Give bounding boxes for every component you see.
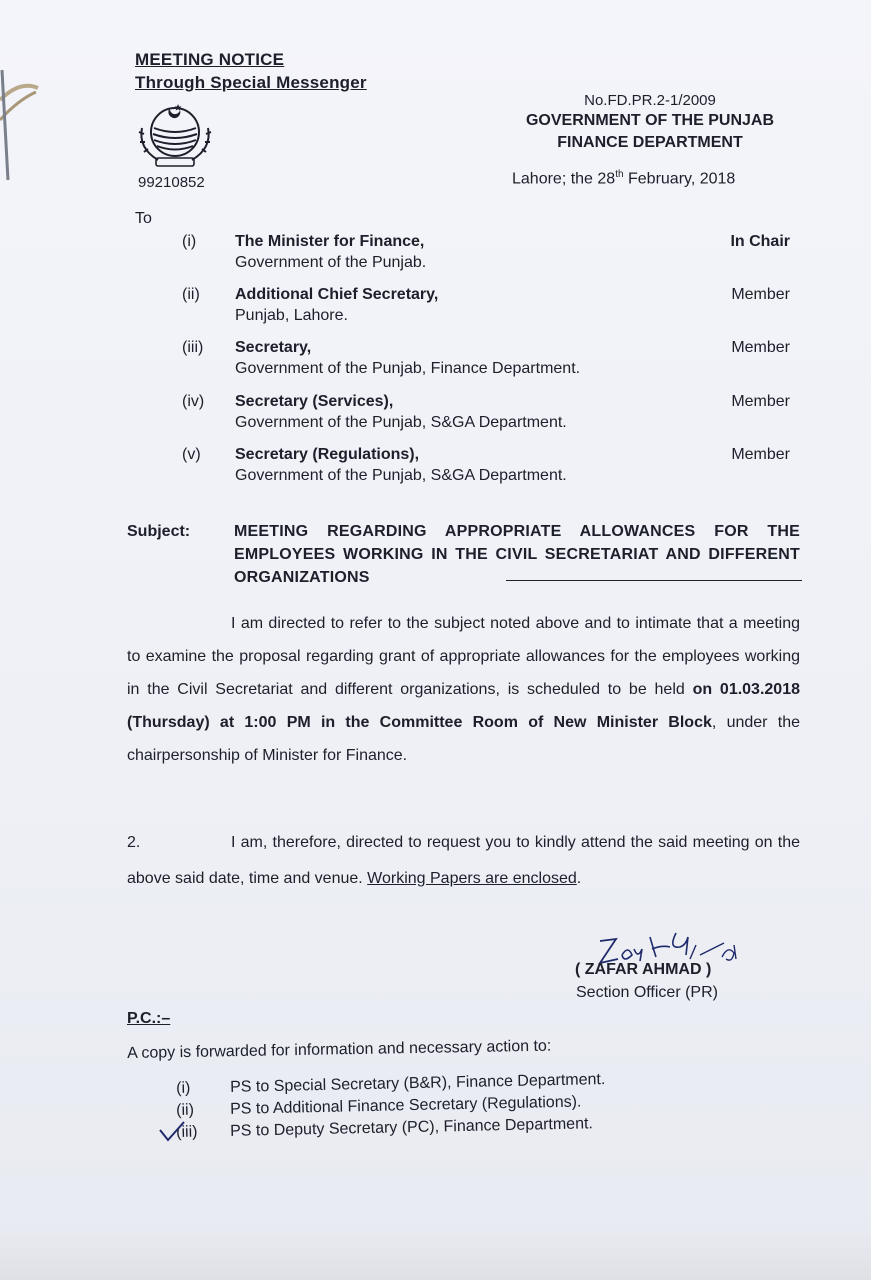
subject-text: MEETING REGARDING APPROPRIATE ALLOWANCES FOR THE EMPLOYEES WORKING IN THE CIVIL SECRETARIAT AND DIFFERENT ORGANIZATIONS: [234, 523, 800, 586]
reference-number: No.FD.PR.2-1/2009: [584, 92, 716, 109]
document-page: MEETING NOTICE Through Special Messenger 99210852 No.FD.PR.2-1/2009 GOVERNMENT OF THE PUNJAB FINANCE DEPARTMENT Lahore; the 28th February, 2018 To (i) The Minister for Finance, Government of the Punjab. In Chair (ii) Additional Chief Secretary, Punjab, Lahore. Member (iii) Secretary, Government of the Punjab, Finance Department. Member (iv) Secretary (Services), Government of the Punjab, S&GA Department. Member (v) Secretary (Regulations), Government of the Punjab, S&GA Department. Member Subject: MEETING REGARDING APPROPRIATE ALLOWANCES FOR THE EMPLOYEES WORKING IN THE CIVIL SECRETARIAT AND DIFFERENT ORGANIZATIONS I am directed to refer to the subject noted above and to intimate that a meeting to examine the proposal regarding grant of appropriate allowances for the employees working in the Civil Secretariat and different organizations, is scheduled to be held on 01.03.2018 (Thursday) at 1:00 PM in the Committee Room of New Minister Block, under the chairpersonship of Minister for Finance. 2. I am, therefore, directed to request you to kindly attend the said meeting on the above said date, time and venue. Working Papers are enclosed. ( ZAFAR AHMAD ) Section Officer (PR) P.C.:– A copy is forwarded for information and necessary action to: (i) PS to Special Secretary (B&R), Finance Department. (ii) PS to Additional Finance Secretary (Regulations). (iii) PS to Deputy Secretary (PC), Finance Department.: [0, 0, 871, 1280]
subject-label: Subject:: [127, 523, 191, 540]
government-name: GOVERNMENT OF THE PUNJAB: [525, 112, 774, 129]
pc-label: P.C.:–: [127, 1010, 171, 1027]
subject-block: [234, 520, 800, 589]
to-label: To: [135, 210, 152, 227]
forward-text: A copy is forwarded for information and necessary action to:: [127, 1037, 552, 1062]
notice-heading: [135, 48, 367, 94]
punjab-emblem-icon: [134, 98, 216, 168]
notice-subtitle: Through Special Messenger: [135, 73, 367, 92]
body-paragraph-2: 2. I am, therefore, directed to request you to kindly attend the said meeting on the above said date, time and venue. Working Papers are enclosed.: [127, 834, 800, 887]
pen-tick-mark: [158, 1120, 186, 1142]
body-paragraph-1: I am directed to refer to the subject noted above and to intimate that a meeting to examine the proposal regarding grant of appropriate allowances for the employees working in the Civil Secretariat and different organizations, is scheduled to be held on 01.03.2018 (Thursday) at 1:00 PM in the Committee Room of New Minister Block, under the chairpersonship of Minister for Finance.: [127, 615, 800, 764]
binding-thread: [0, 60, 40, 220]
letterhead-block: [500, 92, 800, 154]
meeting-details: on 01.03.2018 (Thursday) at 1:00 PM in the Committee Room of New Minister Block: [127, 681, 800, 731]
signatory-designation: Section Officer (PR): [576, 984, 718, 1001]
paper-shading: [0, 1230, 871, 1280]
letter-date: Lahore; the 28th February, 2018: [512, 169, 736, 188]
department-name: FINANCE DEPARTMENT: [557, 134, 743, 151]
notice-title: MEETING NOTICE: [135, 50, 285, 69]
phone-number: 99210852: [138, 174, 205, 191]
enclosure-note: Working Papers are enclosed: [367, 870, 577, 887]
signatory-name: ( ZAFAR AHMAD ): [575, 961, 712, 978]
subject-underline: [506, 580, 802, 581]
